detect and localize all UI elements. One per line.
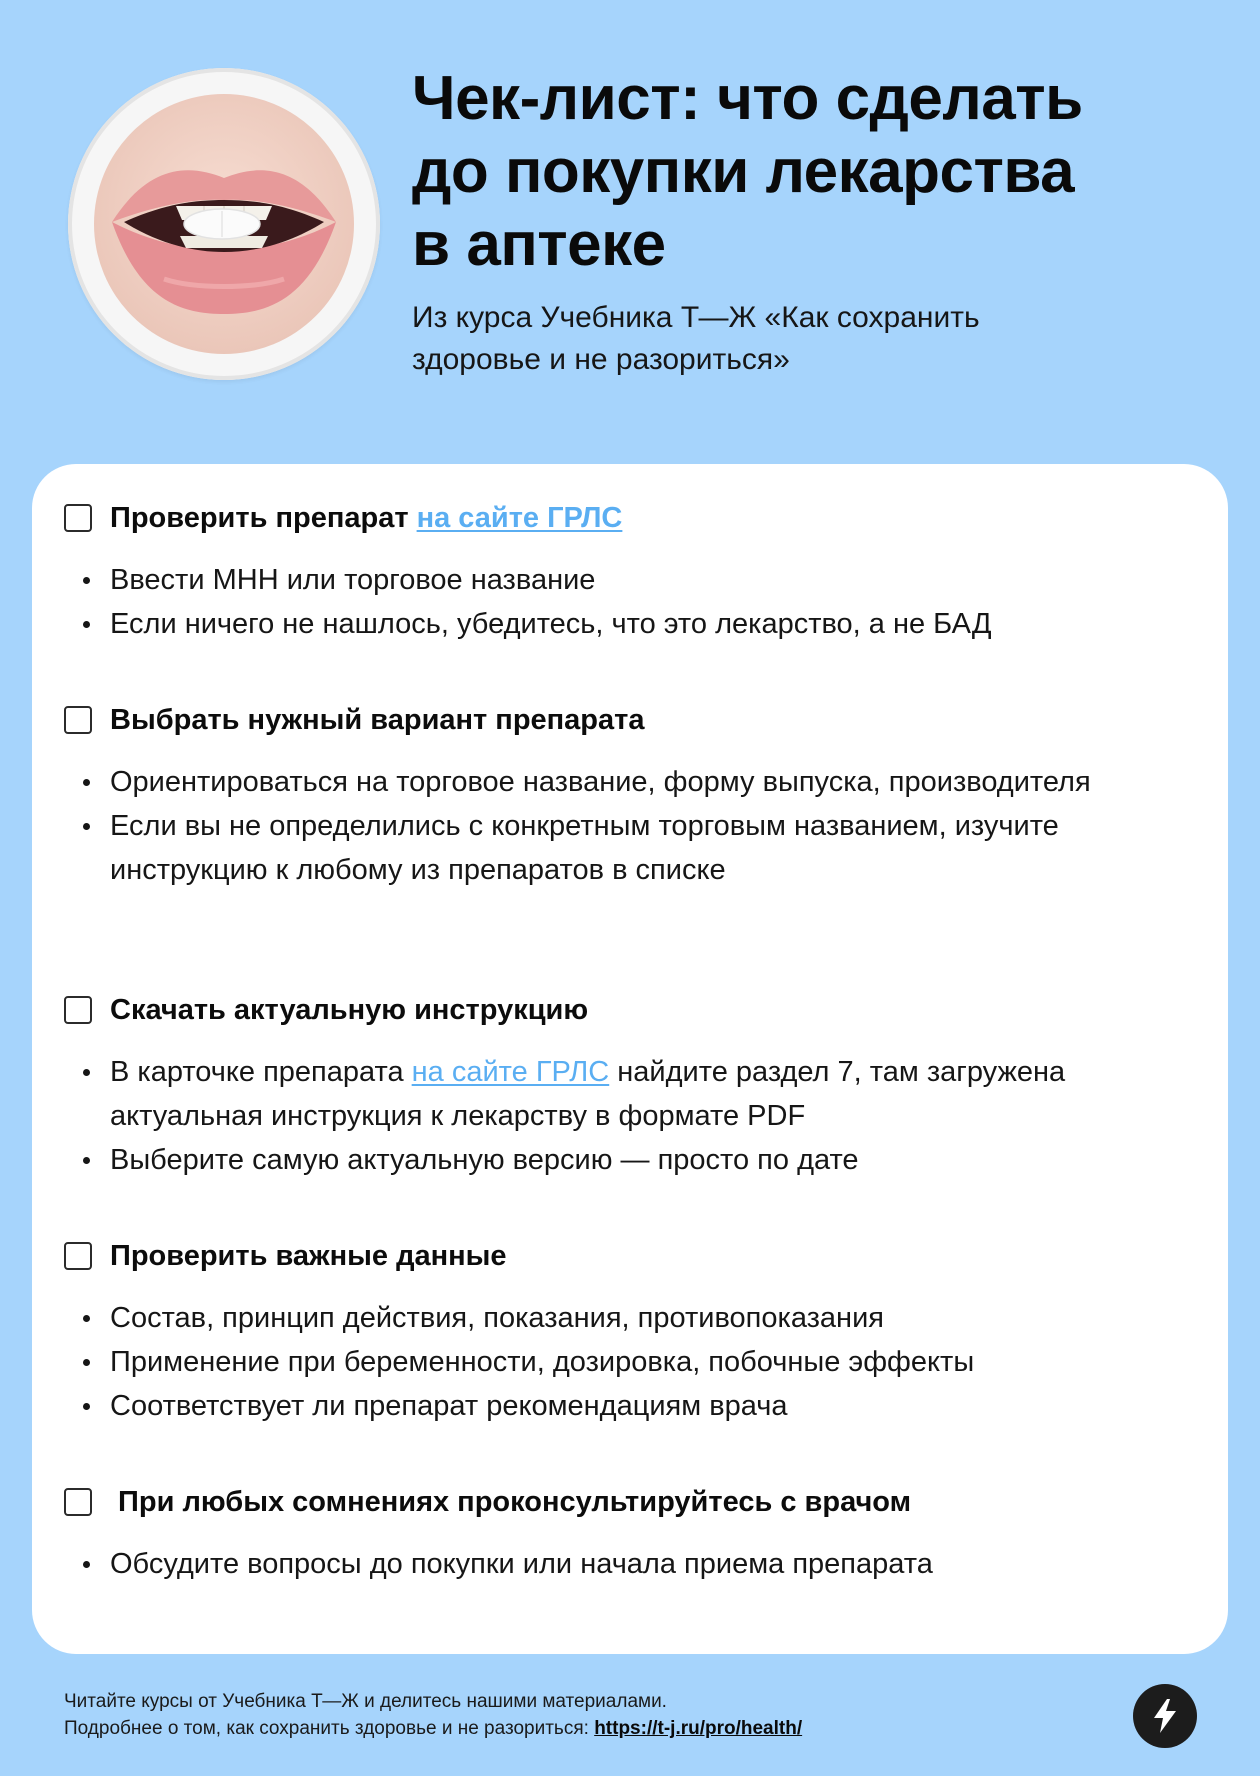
list-item: Ориентироваться на торговое название, форму выпуска, производителя	[110, 760, 1198, 804]
section-title: При любых сомнениях проконсультируйтесь с врачом	[110, 1485, 912, 1518]
checkbox-download-instruction[interactable]	[64, 996, 92, 1024]
list-item: В карточке препарата на сайте ГРЛС найдите раздел 7, там загружена актуальная инструкция к лекарству в формате PDF	[110, 1050, 1198, 1138]
checklist-section-download-instruction	[64, 988, 1198, 1182]
checkbox-check-data[interactable]	[64, 1242, 92, 1270]
bullet-list	[64, 1050, 1198, 1182]
health-course-link[interactable]: https://t-j.ru/pro/health/	[594, 1718, 803, 1739]
list-item: Ввести МНН или торговое название	[110, 558, 1198, 602]
list-item: Состав, принцип действия, показания, противопоказания	[110, 1296, 1198, 1340]
checklist-section-check-data	[64, 1234, 1198, 1428]
list-item: Выберите самую актуальную версию — просто по дате	[110, 1138, 1198, 1182]
list-item: Если ничего не нашлось, убедитесь, что это лекарство, а не БАД	[110, 602, 1198, 646]
checkbox-choose-variant[interactable]	[64, 706, 92, 734]
footer-line: Читайте курсы от Учебника Т—Ж и делитесь нашими материалами.	[64, 1691, 667, 1712]
footer-line: Подробнее о том, как сохранить здоровье и не разориться: https://t-j.ru/pro/health/	[64, 1718, 803, 1739]
bullet-list	[64, 1296, 1198, 1428]
brand-logo[interactable]	[1133, 1684, 1197, 1748]
grls-site-link[interactable]: на сайте ГРЛС	[416, 501, 623, 534]
lightning-bolt-icon	[1150, 1698, 1180, 1734]
bullet-list	[64, 558, 1198, 646]
checklist-section-consult-doctor	[64, 1480, 1198, 1586]
section-title: Выбрать нужный вариант препарата	[110, 703, 645, 736]
checklist-section-choose-variant	[64, 698, 1198, 892]
section-title: Скачать актуальную инструкцию	[110, 993, 589, 1026]
grls-site-link[interactable]: на сайте ГРЛС	[411, 1056, 610, 1088]
footer	[64, 1688, 802, 1742]
checkbox-consult-doctor[interactable]	[64, 1488, 92, 1516]
bullet-list	[64, 1542, 1198, 1586]
hero-photo	[68, 68, 380, 380]
page-subtitle: Из курса Учебника Т—Ж «Как сохранить здоровье и не разориться»	[412, 301, 980, 376]
list-item: Обсудите вопросы до покупки или начала приема препарата	[110, 1542, 1198, 1586]
mouth-with-pill-icon	[94, 94, 354, 354]
section-title: Проверить важные данные	[110, 1239, 507, 1272]
bullet-list	[64, 760, 1198, 892]
checklist-card	[32, 464, 1228, 1654]
list-item: Применение при беременности, дозировка, побочные эффекты	[110, 1340, 1198, 1384]
checklist-section-check-drug	[64, 496, 1198, 646]
section-title: Проверить препарат на сайте ГРЛС	[110, 501, 623, 534]
list-item: Если вы не определились с конкретным торговым названием, изучите инструкцию к любому из препаратов в списке	[110, 804, 1198, 892]
page-title: Чек-лист: что сделать до покупки лекарства в аптеке	[412, 64, 1083, 279]
checkbox-check-drug[interactable]	[64, 504, 92, 532]
list-item: Соответствует ли препарат рекомендациям врача	[110, 1384, 1198, 1428]
